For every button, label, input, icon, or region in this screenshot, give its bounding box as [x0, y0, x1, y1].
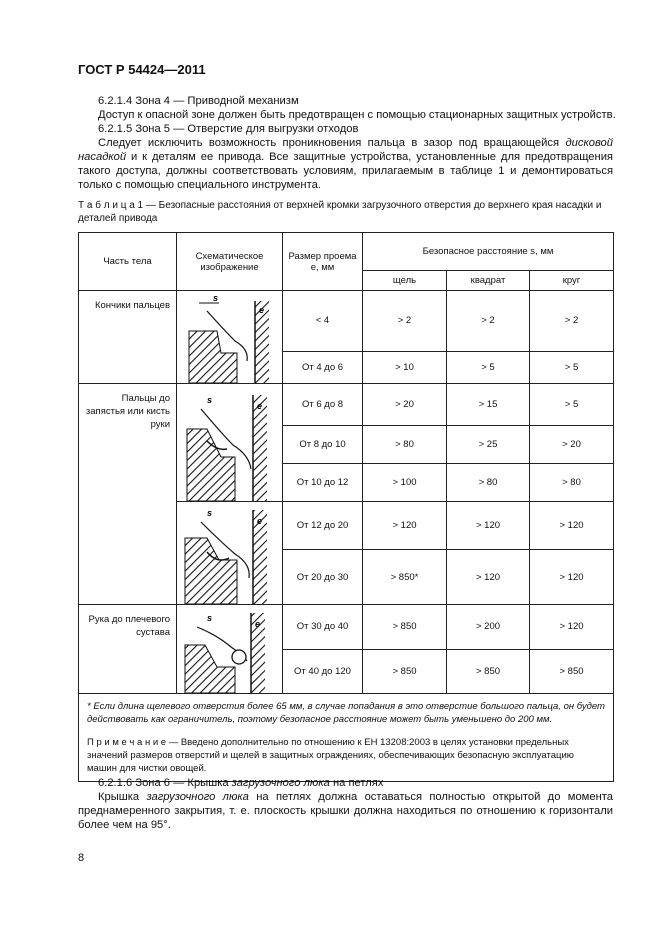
sub-slot-header: щель [363, 271, 447, 291]
distance-round: > 120 [530, 550, 614, 605]
distance-slot: > 120 [363, 502, 447, 550]
opening-size: От 8 до 10 [283, 426, 363, 464]
schematic-hand-round [177, 502, 283, 605]
distance-round: > 120 [530, 605, 614, 650]
distance-slot: > 850 [363, 605, 447, 650]
svg-text:s: s [207, 394, 213, 405]
distance-slot: > 80 [363, 426, 447, 464]
body-part-fingers-to-wrist: Пальцы до запястья или кисть руки [79, 384, 177, 605]
opening-size: От 30 до 40 [283, 605, 363, 650]
distance-round: > 5 [530, 384, 614, 426]
distance-round: > 5 [530, 351, 614, 383]
body-part-fingertips: Кончики пальцев [79, 291, 177, 384]
opening-size: От 40 до 120 [283, 649, 363, 694]
table-notes [79, 694, 614, 782]
svg-text:e: e [255, 619, 261, 629]
body-part-arm-to-shoulder: Рука до плечевого сустава [79, 605, 177, 694]
svg-text:e: e [257, 400, 263, 411]
opening-size: От 12 до 20 [283, 502, 363, 550]
distance-slot: > 850* [363, 550, 447, 605]
opening-size: От 6 до 8 [283, 384, 363, 426]
svg-text:e: e [259, 305, 265, 315]
distance-square: > 15 [447, 384, 530, 426]
svg-text:s: s [207, 508, 213, 518]
opening-size: < 4 [283, 291, 363, 352]
table-footnote: * Если длина щелевого отверстия более 65 мм, в случае попадания в это отверстие большого пальца, он будет действовать как ограничитель, поэтому безопасное расстояние может быть уменьшено до 200 мм. [87, 701, 605, 725]
distance-square: > 80 [447, 464, 530, 502]
schematic-fingertips [177, 291, 283, 384]
paragraph-zone6: Крышка загрузочного люка на петлях должна оставаться полностью открытой до момента преднамеренного закрытия, т. е. плоскость крышки должна находиться по отношению к горизонтали более чем на 95°. [78, 791, 613, 831]
section-6-2-1-5: 6.2.1.5 Зона 5 — Отверстие для выгрузки отходов [98, 123, 359, 135]
col-safe-header: Безопасное расстояние s, мм [363, 233, 614, 271]
distance-round: > 850 [530, 649, 614, 694]
svg-text:s: s [207, 613, 213, 623]
schematic-hand-square [177, 384, 283, 502]
distance-slot: > 20 [363, 384, 447, 426]
opening-size: От 10 до 12 [283, 464, 363, 502]
distance-square: > 120 [447, 502, 530, 550]
distance-slot: > 2 [363, 291, 447, 352]
sub-round-header: круг [530, 271, 614, 291]
col-part-header: Часть тела [79, 233, 177, 291]
safety-distance-table [78, 232, 614, 782]
sub-square-header: квадрат [447, 271, 530, 291]
document-code: ГОСТ Р 54424—2011 [78, 62, 206, 77]
table-note: П р и м е ч а н и е — Введено дополнительно по отношению к ЕН 13208:2003 в целях установки предельных значений размеров отверстий и щелей в защитных ограждениях, обеспечивающих безопасную эксплуатацию машин для чистки овощей. [87, 737, 574, 774]
svg-text:e: e [257, 516, 263, 526]
paragraph-zone5: Следует исключить возможность проникновения пальца в зазор под вращающейся дисковой насадкой и к деталям ее привода. Все защитные устройства, установленные для предотвращения такого доступа, должны соответствовать условиям, прилагаемым в таблице 1 и демонтироваться только с помощью специального инструмента. [78, 137, 613, 191]
distance-square: > 5 [447, 351, 530, 383]
paragraph-zone4: Доступ к опасной зоне должен быть предотвращен с помощью стационарных защитных устройств. [98, 109, 616, 121]
distance-slot: > 850 [363, 649, 447, 694]
distance-round: > 80 [530, 464, 614, 502]
distance-square: > 850 [447, 649, 530, 694]
opening-size: От 4 до 6 [283, 351, 363, 383]
distance-round: > 2 [530, 291, 614, 352]
distance-round: > 20 [530, 426, 614, 464]
col-image-header: Схематическое изображение [177, 233, 283, 291]
col-size-header: Размер проема е, мм [283, 233, 363, 291]
distance-slot: > 100 [363, 464, 447, 502]
opening-size: От 20 до 30 [283, 550, 363, 605]
schematic-arm [177, 605, 283, 694]
distance-round: > 120 [530, 502, 614, 550]
section-6-2-1-4: 6.2.1.4 Зона 4 — Приводной механизм [98, 95, 299, 107]
distance-square: > 2 [447, 291, 530, 352]
section-6-2-1-6: 6.2.1.6 Зона 6 — Крышка загрузочного люка на петлях [98, 777, 384, 789]
distance-square: > 25 [447, 426, 530, 464]
page-number: 8 [78, 852, 85, 864]
distance-slot: > 10 [363, 351, 447, 383]
svg-text:s: s [213, 293, 219, 303]
distance-square: > 200 [447, 605, 530, 650]
distance-square: > 120 [447, 550, 530, 605]
table-caption: Т а б л и ц а 1 — Безопасные расстояния от верхней кромки загрузочного отверстия до верхнего края насадки и деталей привода [78, 200, 602, 224]
